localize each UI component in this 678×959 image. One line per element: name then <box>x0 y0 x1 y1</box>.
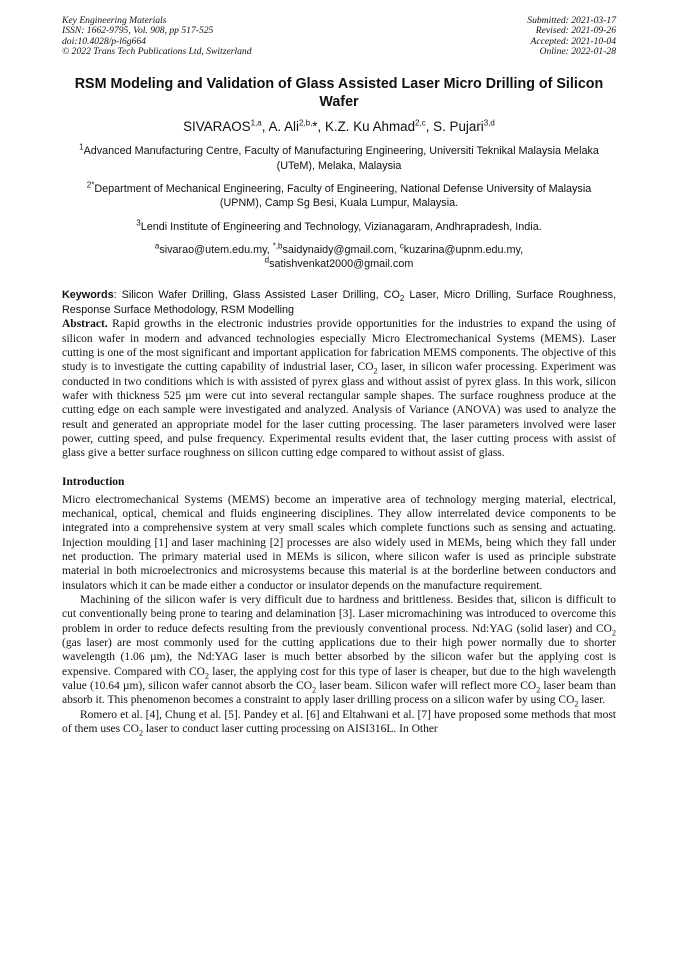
para-text: laser beam. Silicon wafer will reflect more CO <box>316 680 537 693</box>
running-header <box>62 16 616 57</box>
para-text: laser beam than absorb it. This phenomenon becomes a constraint to apply laser drilling process on a silicon wafer by using CO <box>62 680 616 707</box>
author-sup: 2,b, <box>298 118 313 128</box>
para-sub: 2 <box>574 699 579 709</box>
email-sup: a <box>154 241 160 251</box>
email-address: saidynaidy@gmail.com, <box>282 244 400 257</box>
affiliation-sup: 3 <box>136 218 141 228</box>
author-sup: 2,c <box>415 118 426 128</box>
para-sub: 2 <box>204 671 209 681</box>
keywords-sub: 2 <box>399 294 405 304</box>
para-text: laser. <box>578 694 606 707</box>
journal-name: Key Engineering Materials <box>62 15 167 26</box>
para-text: laser, the applying cost for this type of laser is cheaper, but due to the high wavelength value (10.64 µm), silicon wafer cannot absorb the CO <box>62 665 616 693</box>
para-text: Romero et al. [4], Chung et al. [5]. Pandey et al. [6] and Eltahwani et al. [7] have proposed some methods that most of them uses CO <box>62 708 616 736</box>
author-sup: 1,a <box>250 118 262 128</box>
keywords-text: Laser, Micro Drilling, Surface Roughness, Response Surface Methodology, RSM Modelling <box>62 289 616 316</box>
para-text: Machining of the silicon wafer is very difficult due to hardness and brittleness. Besides that, silicon is difficult to cut conventionally being prone to tearing and delamination [3]. Laser micromachining was introduced to overcome this problem in order to reduce defects resulting from the previously conventional process. Nd:YAG (solid laser) and CO <box>62 594 616 635</box>
email-sup: c <box>399 241 404 251</box>
keywords-label: Keywords <box>62 289 114 302</box>
para-text: laser to conduct laser cutting processing on AISI316L. In Other <box>142 723 438 736</box>
revised-date: Revised: 2021-09-26 <box>535 25 616 37</box>
para-sub: 2 <box>612 628 616 638</box>
email-list <box>62 243 616 271</box>
dates-info <box>527 16 616 57</box>
keywords <box>62 288 616 317</box>
affiliation-sup: 1 <box>79 142 84 152</box>
author-name: A. Ali <box>268 119 299 135</box>
paper-title: RSM Modeling and Validation of Glass Assisted Laser Micro Drilling of Silicon Wafer <box>74 76 604 111</box>
accepted-date: Accepted: 2021-10-04 <box>530 35 616 47</box>
journal-info <box>62 16 252 57</box>
author-name: S. Pujari <box>433 119 484 135</box>
abstract-text: Rapid growths in the electronic industries provide opportunities for the industries to expand the using of silicon wafer in modern and advanced technologies especially Micro Electromechanical Systems (MEMS). Laser cutting is one of the most significant and important application for fabrication MEMS components. The objective of this study is to investigate the cutting capability of industrial laser, CO <box>62 318 616 374</box>
para-sub: 2 <box>536 685 541 695</box>
online-date: Online: 2022-01-28 <box>539 45 616 57</box>
affiliation-sup: 2* <box>86 180 95 190</box>
email-sup: *,b <box>272 241 283 251</box>
para-sub: 2 <box>138 728 143 738</box>
author-name: K.Z. Ku Ahmad <box>324 119 416 135</box>
email-address: sivarao@utem.edu.my, <box>159 244 273 257</box>
issn-line: ISSN: 1662-9795, Vol. 908, pp 517-525 <box>62 25 214 37</box>
introduction-heading: Introduction <box>62 475 125 488</box>
intro-paragraph-2 <box>62 593 616 708</box>
affiliation-text: Lendi Institute of Engineering and Technology, Vizianagaram, Andhrapradesh, India. <box>140 220 542 233</box>
author-sep: , <box>425 119 434 135</box>
email-address: satishvenkat2000@gmail.com <box>269 258 414 271</box>
abstract <box>62 317 616 460</box>
affiliation-1 <box>62 144 616 173</box>
affiliation-text: Advanced Manufacturing Centre, Faculty of Manufacturing Engineering, Universiti Teknikal Malaysia Melaka (UTeM), Melaka, Malaysia <box>83 145 599 172</box>
intro-paragraph-3 <box>62 708 616 737</box>
author-name: SIVARAOS <box>183 119 251 135</box>
para-sub: 2 <box>312 685 317 695</box>
author-list <box>62 119 616 135</box>
keywords-text: : Silicon Wafer Drilling, Glass Assisted Laser Drilling, CO <box>113 289 400 302</box>
copyright-line: © 2022 Trans Tech Publications Ltd, Switzerland <box>62 45 252 57</box>
affiliation-3 <box>62 220 616 234</box>
affiliation-2 <box>62 182 616 211</box>
author-sup: 3,d <box>483 118 495 128</box>
abstract-text: laser, in silicon wafer processing. Experiment was conducted in two conditions which is with assisted of pyrex glass and without assist of pyrex glass. In this work, silicon wafer with thickness 525 µm were cut into several rectangular sample shapes. The surface roughness produce at the cutting edge on each sample were investigated and analyzed. Analysis of Variance (ANOVA) was used to analyze the result and generated an appropriate model for the laser cutting processing. The laser parameters involved were laser power, cutting speed, and pulse frequency. Experimental results evident that, the laser cutting process with assist of glass give a better surface roughness on silicon cutting edge compared to without assist of glass. <box>62 361 617 460</box>
affiliation-text: Department of Mechanical Engineering, Faculty of Engineering, National Defense University of Malaysia (UPNM), Camp Sg Besi, Kuala Lumpur, Malaysia. <box>94 183 592 210</box>
submitted-date: Submitted: 2021-03-17 <box>527 15 616 26</box>
para-text: (gas laser) are most commonly used for the cutting applications due to their high power normally due to shorter wavelength (1.06 µm), the Nd:YAG laser is much better absorbed by the silicon wafer but the applying cost is expensive. Compared with CO <box>62 637 616 678</box>
author-sep: *, <box>312 119 325 135</box>
author-sep: , <box>261 119 269 135</box>
email-address: kuzarina@upnm.edu.my, <box>403 244 524 257</box>
abstract-label: Abstract. <box>62 318 108 331</box>
email-sup: d <box>264 255 270 265</box>
doi-line: doi:10.4028/p-l6g664 <box>62 35 146 47</box>
abstract-sub: 2 <box>373 366 378 376</box>
intro-paragraph-1: Micro electromechanical Systems (MEMS) become an imperative area of technology merging material, electrical, mechanical, optical, chemical and fluids engineering disciplines. They allow interrelated device components to be integrated into a comprehensive system at very small scales which complete functions such as sensing and actuating. Injection moulding [1] and laser machining [2] processes are also widely used in MEMs, being which they fall under net production. The primary material used in MEMs is silicon, where silicon wafer is used as principle substrate material in both microelectronics and microsystems because this material is at the borderline between conductors and insulators which it can be made either a conductor or insulator depends on the manufacture requirement. <box>62 493 616 592</box>
